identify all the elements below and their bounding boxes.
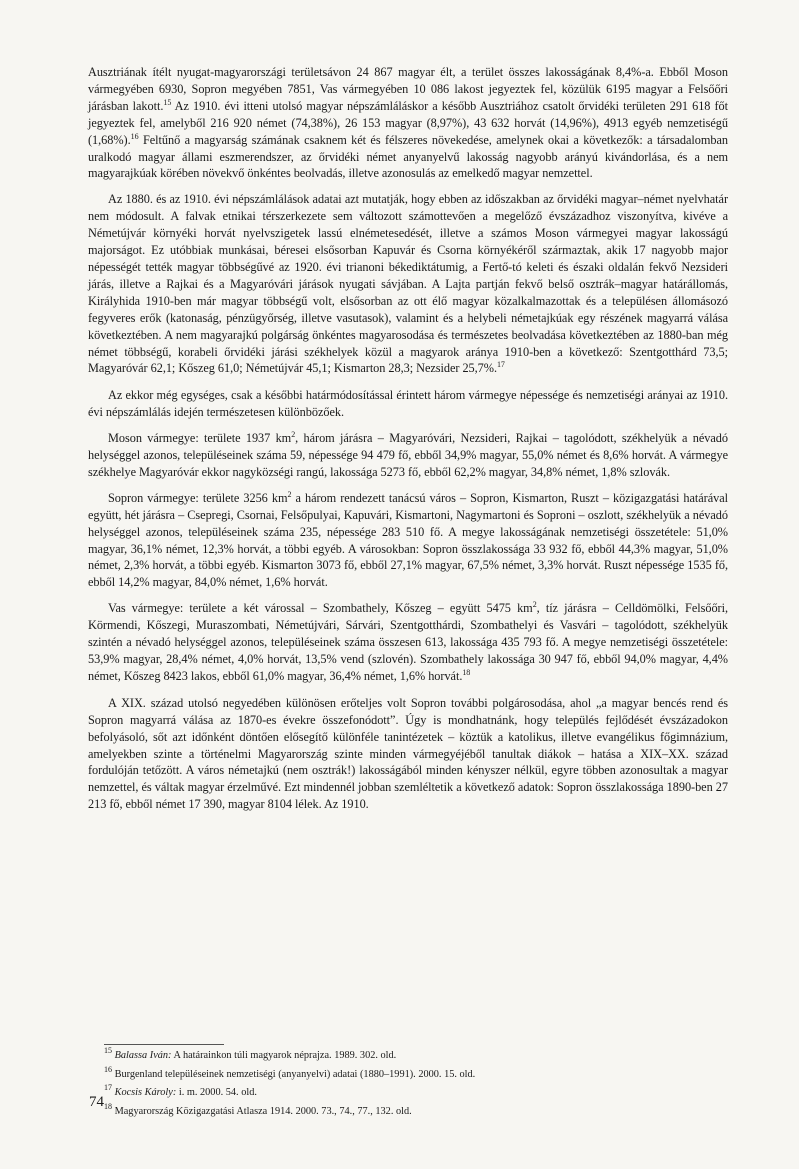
footnote-text: A határainkon túli magyarok néprajza. 1989. 302. old. xyxy=(171,1050,397,1061)
footnote-ref: 15 xyxy=(163,97,172,107)
footnote-text: Burgenland településeinek nemzetiségi (anyanyelvi) adatai (1880–1991). 2000. 15. old. xyxy=(114,1068,476,1080)
footnote-author: Balassa Iván: xyxy=(114,1050,172,1061)
footnote-author: Kocsis Károly: xyxy=(114,1087,177,1099)
body-paragraph xyxy=(88,191,728,377)
footnote-ref: 2 xyxy=(287,489,292,499)
paragraph-text: Az 1910. évi itteni utolsó magyar népszámláláskor a később Ausztriához csatolt őrvidéki területen 291 618 főt jegyeztek fel, amelyből 216 920 német (74,38%), 26 153 magyar (8,97%), 43 632 horvát (14,96%), 4913 egyéb nemzetiségű (1,68%). xyxy=(88,98,728,147)
paragraph-text: Sopron vármegye: területe 3256 km xyxy=(108,490,288,505)
main-text xyxy=(88,64,728,822)
paragraph-text: A XIX. század utolsó negyedében különösen erőteljes volt Sopron további polgárosodása, ahol „a magyar bencés rend és Sopron magyarrá válása az 1870-es évekre összefonódott”. Úgy is mondhatnánk, hogy település fejlődését évszázadokon befolyásoló, sőt azt időnként döntően elősegítő különféle tanintézetek – köztük a katolikus, illetve evangélikus főgimnázium, amelyekben szinte a történelmi Magyarország szinte minden vármegyéjéből tanultak diákok – hatása a XIX–XX. század fordulóján tetőzött. A város németajkú (nem osztrák!) lakosságából minden kényszer nélkül, egyre többen azonosultak a magyar nemzettel, és váltak magyar érzelművé. Ezt mindennél jobban szemléltetik a következő adatok: Sopron összlakossága 1890-ben 27 213 fő, ebből német 17 390, magyar 8104 lélek. Az 1910. xyxy=(88,695,728,812)
footnote-ref: 2 xyxy=(532,600,537,610)
body-paragraph xyxy=(88,600,728,685)
footnote-number: 15 xyxy=(104,1046,112,1055)
paragraph-text: Moson vármegye: területe 1937 km xyxy=(108,431,292,446)
paragraph-text: Ausztriának ítélt nyugat-magyarországi területsávon 24 867 magyar élt, a terület összes lakosságának 8,4%-a. Ebből Moson vármegyében 6930, Sopron megyében 7851, Vas vármegyében 10 086 lakost jegyeztek fel, közülük 6195 magyar a Felsőőri járásban lakott. xyxy=(88,65,728,113)
paragraph-text: , három járásra – Magyaróvári, Nezsideri, Rajkai – tagolódott, székhelyük a névadó helységgel azonos, településeinek száma 59, népessége 94 479 fő, ebből 34,9% magyar, 55,0% német és 8,6% horvát. A vármegye székhelye Magyaróvár ekkor nagyközségi rangú, lakossága 5273 fő, ebből 62,2% magyar, 34,8% német, 1,8% szlovák. xyxy=(88,431,728,479)
footnote-ref: 16 xyxy=(130,131,139,141)
paragraph-text: , tíz járásra – Celldömölki, Felsőőri, Körmendi, Kőszegi, Muraszombati, Németújvári, Sárvári, Szentgotthárdi, Szombathelyi és Vasvári – tagolódott, székhelyük szintén a névadó helységgel azonos, településeinek száma összesen 613, lakossága 435 793 fő. A megye nemzetiségi összetétele: 53,9% magyar, 28,4% német, 4,0% horvát, 13,5% vend (szlovén). Szombathely lakossága 30 947 fő, ebből 94,0% magyar, 4,4% német, Kőszeg 8423 lakos, ebből 61,0% magyar, 36,4% német, 1,6% horvát. xyxy=(88,601,728,683)
footnote-ref: 18 xyxy=(462,667,471,677)
footnote xyxy=(104,1083,724,1100)
page-number: 74 xyxy=(89,1094,104,1110)
footnote-separator xyxy=(104,1044,224,1045)
paragraph-text: Az 1880. és az 1910. évi népszámlálások adatai azt mutatják, hogy ebben az időszakban az őrvidéki magyar–német nyelvhatár nem módosult. A falvak etnikai térszerkezete sem változott számottevően a megelőző évszázadhoz viszonyítva, kivéve a Németújvár környéki horvát nyelvszigetek lassú elnémetesedését, illetve a számos Moson vármegyei magyar lakosságú majorságot. Ez utóbbiak munkásai, béresei elsősorban Kapuvár és Csorna környékéről származtak, akik 17 nagyobb major népességét tették magyar többségűvé az 1920. évi trianoni békediktátumig, a Fertő-tó keleti és északi oldalán fekvő Nezsideri járás, illetve a Rajkai és a Magyaróvári járások nyugati sávjában. A Lajta partján fekvő belső osztrák–magyar határállomás, Királyhida 1910-ben már magyar többségű volt, elsősorban az ott élő magyar közalkalmazottak és a településen állomásozó fegyveres erők (katonaság, pénzügyőrség, illetve vasutasok), valamint és a helybeli németajkúak egy részének magyarrá válása következtében. A nem magyarajkú polgárság önkéntes magyarosodása és természetes beolvadása következtében az 1880-ban még német többségű, korabeli őrvidéki járási székhelyek közül a magyarok aránya 1910-ben a következő: Szentgotthárd 73,5; Magyaróvár 62,1; Kőszeg 61,0; Németújvár 45,1; Kismarton 28,3; Nezsider 25,7%. xyxy=(88,192,728,376)
footnote-number: 18 xyxy=(104,1102,112,1112)
footnote xyxy=(104,1064,724,1082)
footnote-number: 17 xyxy=(104,1083,112,1093)
paragraph-text: a három rendezett tanácsú város – Sopron, Kismarton, Ruszt – közigazgatási határával együtt, hét járásra – Csepregi, Csornai, Felsőpulyai, Kapuvári, Kismartoni, Nagymartoni és Soproni – oszlott, székhelyük a névadó helységgel azonos, településeinek száma 235, népessége 283 510 fő. A megye lakosságának nemzetiségi összetétele: 51,0% magyar, 36,1% német, 12,3% horvát, a többi egyéb. A városokban: Sopron összlakossága 33 932 fő, ebből 44,3% magyar, 51,0% német, 2,3% horvát, a többi egyéb. Kismarton 3073 fő, ebből 27,1% magyar, 67,5% német, 3,3% horvát. Ruszt népessége 1535 fő, ebből 14,2% magyar, 84,0% német, 1,6% horvát. xyxy=(88,490,729,590)
paragraph-text: Vas vármegye: területe a két várossal – Szombathely, Kőszeg – együtt 5475 km xyxy=(108,601,533,616)
footnote-text: i. m. 2000. 54. old. xyxy=(176,1087,257,1099)
paragraph-text: Az ekkor még egységes, csak a későbbi határmódosítással érintett három vármegye népessége és nemzetiségi arányai az 1910. évi népszámlálás idején természetesen különbözőek. xyxy=(88,388,728,420)
body-paragraph xyxy=(88,64,728,182)
footnotes xyxy=(104,1046,724,1124)
footnote-ref: 2 xyxy=(291,430,296,440)
body-paragraph xyxy=(88,490,728,591)
footnote-number: 16 xyxy=(104,1064,112,1074)
footnote-text: Magyarország Közigazgatási Atlasza 1914. 2000. 73., 74., 77., 132. old. xyxy=(114,1106,412,1118)
body-paragraph xyxy=(88,695,728,813)
footnote-ref: 17 xyxy=(496,360,505,370)
footnote xyxy=(104,1046,724,1063)
footnote xyxy=(104,1102,724,1119)
body-paragraph xyxy=(88,430,728,481)
paragraph-text: Feltűnő a magyarság számának csaknem két és félszeres növekedése, amelynek okai a következők: a társadalomban uralkodó magyar állami eszmerendszer, az őrvidéki német anyanyelvű lakosság nagyobb arányú kivándorlása, és a nem magyarajkúak körében növekvő önkéntes beolvadás, illetve azonosulás az emelkedő magyar nemzettel. xyxy=(88,132,728,181)
body-paragraph xyxy=(88,387,728,421)
